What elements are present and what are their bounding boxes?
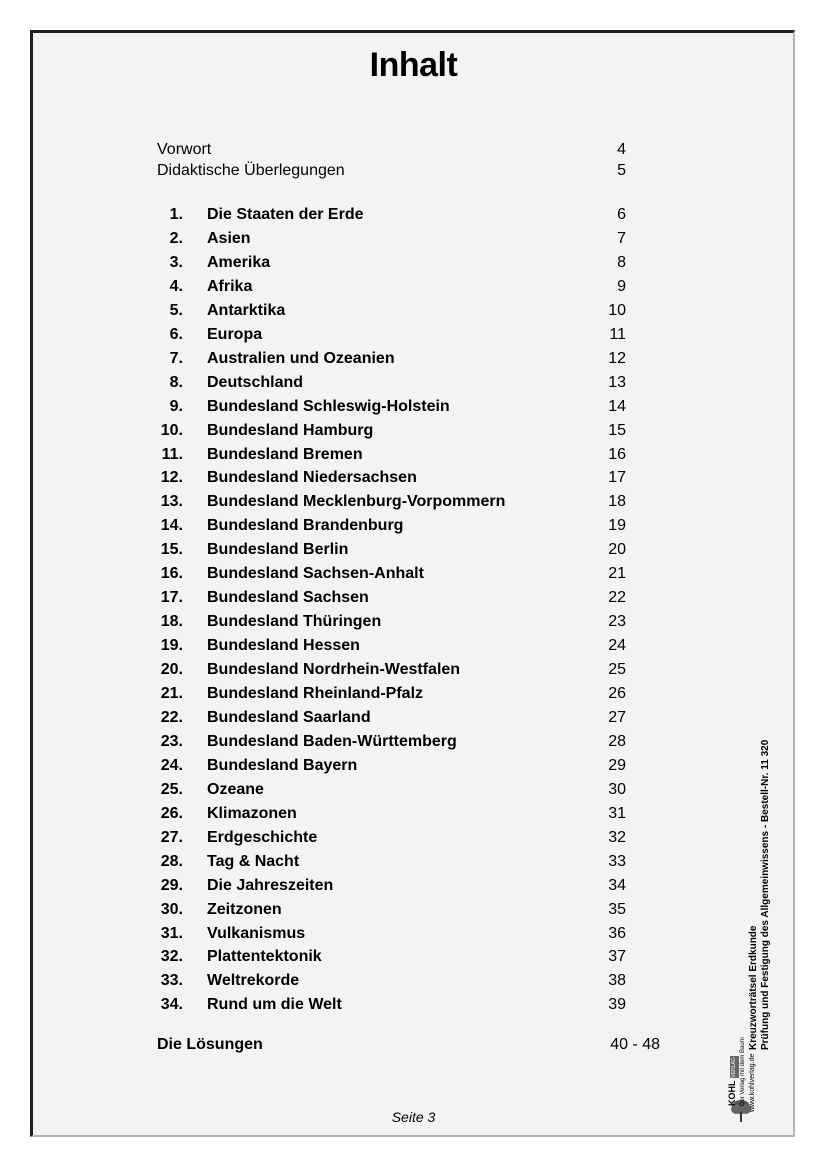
publisher-url: www.kohlverlag.de <box>749 1053 756 1112</box>
side-publication-info <box>748 730 788 1050</box>
toc-chapter-number: 29. <box>160 877 183 894</box>
toc-entry-label: Bundesland Sachsen-Anhalt <box>207 565 424 582</box>
toc-chapter-row <box>0 443 827 467</box>
toc-entry-page: 15 <box>608 422 626 439</box>
toc-chapter-number: 2. <box>169 230 183 247</box>
toc-chapter-row <box>0 371 827 395</box>
toc-entry-label: Bundesland Schleswig-Holstein <box>207 398 450 415</box>
toc-entry-page: 11 <box>609 326 626 343</box>
toc-entry-label: Bundesland Mecklenburg-Vorpommern <box>207 493 506 510</box>
toc-entry-label: Die Staaten der Erde <box>207 206 364 223</box>
toc-chapter-row <box>0 993 827 1017</box>
toc-entry-page: 10 <box>608 302 626 319</box>
toc-entry-label: Vulkanismus <box>207 925 306 942</box>
toc-entry-label: Bundesland Sachsen <box>207 589 369 606</box>
toc-entry-page: 29 <box>608 757 626 774</box>
toc-entry-page: 7 <box>617 230 626 247</box>
toc-entry-page: 23 <box>608 613 626 630</box>
toc-entry-label: Die Lösungen <box>157 1036 263 1053</box>
toc-chapter-number: 8. <box>169 374 183 391</box>
toc-chapter-number: 23. <box>160 733 183 750</box>
toc-chapter-row <box>0 969 827 993</box>
toc-entry-label: Bundesland Niedersachsen <box>207 469 417 486</box>
toc-entry-page: 31 <box>608 805 626 822</box>
toc-chapter-number: 30. <box>160 901 183 918</box>
toc-entry-label: Bundesland Baden-Württemberg <box>207 733 457 750</box>
toc-entry-page: 12 <box>608 350 626 367</box>
toc-chapter-number: 21. <box>160 685 183 702</box>
toc-entry-label: Die Jahreszeiten <box>207 877 334 894</box>
toc-entry-page: 37 <box>608 948 626 965</box>
toc-entry-page: 39 <box>608 996 626 1013</box>
toc-chapter-row <box>0 802 827 826</box>
toc-entry-page: 22 <box>608 589 626 606</box>
toc-chapter-number: 22. <box>160 709 183 726</box>
toc-entry-page: 27 <box>608 709 626 726</box>
toc-chapter-number: 6. <box>169 326 183 343</box>
toc-entry-label: Plattentektonik <box>207 948 322 965</box>
toc-entry-page: 30 <box>608 781 626 798</box>
toc-chapter-number: 28. <box>160 853 183 870</box>
toc-chapter-row <box>0 466 827 490</box>
toc-entry-page: 21 <box>608 565 626 582</box>
toc-chapter-number: 26. <box>160 805 183 822</box>
toc-chapter-row <box>0 299 827 323</box>
toc-chapter-row <box>0 754 827 778</box>
toc-entry-label: Bundesland Nordrhein-Westfalen <box>207 661 461 678</box>
toc-entry-page: 26 <box>608 685 626 702</box>
toc-entry-label: Erdgeschichte <box>207 829 318 846</box>
toc-entry-label: Vorwort <box>157 141 212 158</box>
toc-entry-label: Bundesland Brandenburg <box>207 517 404 534</box>
toc-entry-label: Amerika <box>207 254 271 271</box>
toc-chapter-number: 24. <box>160 757 183 774</box>
toc-chapter-number: 3. <box>169 254 183 271</box>
toc-chapter-row <box>0 562 827 586</box>
toc-chapter-number: 15. <box>160 541 183 558</box>
toc-chapter-row <box>0 778 827 802</box>
toc-entry-label: Bundesland Hessen <box>207 637 360 654</box>
toc-chapter-row <box>0 538 827 562</box>
toc-chapter-number: 17. <box>160 589 183 606</box>
toc-chapter-row <box>0 922 827 946</box>
toc-entry-page: 36 <box>608 925 626 942</box>
toc-chapter-row <box>0 706 827 730</box>
toc-solutions-row <box>0 1033 827 1057</box>
toc-chapter-number: 14. <box>160 517 183 534</box>
logo-brand-sub: VERLAG <box>731 1057 737 1078</box>
toc-entry-label: Tag & Nacht <box>207 853 300 870</box>
toc-entry-page: 20 <box>608 541 626 558</box>
toc-entry-page: 34 <box>608 877 626 894</box>
toc-entry-page: 17 <box>608 469 626 486</box>
book-subtitle-order-number: Prüfung und Festigung des Allgemeinwissens - Bestell-Nr. 11 320 <box>760 739 771 1050</box>
toc-front-matter-row <box>0 159 827 183</box>
toc-chapter-row <box>0 419 827 443</box>
logo-text <box>727 1037 786 1124</box>
toc-entry-label: Rund um die Welt <box>207 996 342 1013</box>
toc-entry-label: Bundesland Saarland <box>207 709 371 726</box>
toc-chapter-row <box>0 251 827 275</box>
toc-chapter-number: 16. <box>160 565 183 582</box>
toc-chapter-number: 10. <box>160 422 183 439</box>
toc-entry-page: 4 <box>617 141 626 158</box>
toc-chapter-row <box>0 275 827 299</box>
toc-chapter-row <box>0 227 827 251</box>
toc-chapter-number: 32. <box>160 948 183 965</box>
toc-entry-label: Antarktika <box>207 302 286 319</box>
logo-brand: KOHL <box>727 1080 737 1106</box>
toc-entry-page: 6 <box>617 206 626 223</box>
toc-chapter-number: 4. <box>169 278 183 295</box>
toc-entry-page: 33 <box>608 853 626 870</box>
toc-chapter-row <box>0 323 827 347</box>
toc-chapter-number: 1. <box>169 206 183 223</box>
toc-entry-label: Bundesland Rheinland-Pfalz <box>207 685 424 702</box>
toc-chapter-number: 11. <box>161 446 183 463</box>
toc-chapter-number: 19. <box>160 637 183 654</box>
toc-chapter-row <box>0 610 827 634</box>
toc-entry-page: 16 <box>608 446 626 463</box>
toc-chapter-number: 7. <box>169 350 183 367</box>
toc-chapter-row <box>0 490 827 514</box>
toc-chapter-number: 18. <box>160 613 183 630</box>
toc-chapter-row <box>0 203 827 227</box>
page-title: Inhalt <box>369 46 458 84</box>
toc-entry-label: Weltrekorde <box>207 972 300 989</box>
toc-chapter-row <box>0 514 827 538</box>
toc-chapter-row <box>0 634 827 658</box>
toc-chapter-number: 25. <box>160 781 183 798</box>
toc-entry-label: Europa <box>207 326 263 343</box>
toc-entry-page: 18 <box>608 493 626 510</box>
toc-entry-page: 35 <box>608 901 626 918</box>
book-title: Kreuzworträtsel Erdkunde <box>748 925 759 1050</box>
toc-chapter-number: 31. <box>160 925 183 942</box>
toc-entry-label: Asien <box>207 230 251 247</box>
toc-entry-label: Afrika <box>207 278 253 295</box>
page-number: Seite 3 <box>391 1109 436 1125</box>
toc-chapter-number: 27. <box>160 829 183 846</box>
toc-entry-page: 25 <box>608 661 626 678</box>
toc-entry-label: Bundesland Berlin <box>207 541 349 558</box>
toc-entry-page: 5 <box>617 162 626 179</box>
logo-tagline: Der Verlag mit dem Baum <box>740 1037 746 1106</box>
toc-entry-label: Klimazonen <box>207 805 297 822</box>
toc-chapter-row <box>0 682 827 706</box>
toc-chapter-row <box>0 826 827 850</box>
toc-entry-page: 32 <box>608 829 626 846</box>
toc-entry-label: Didaktische Überlegungen <box>157 162 345 179</box>
toc-entry-label: Bundesland Bayern <box>207 757 358 774</box>
toc-chapter-row <box>0 586 827 610</box>
publisher-logo <box>727 1037 786 1124</box>
toc-entry-page: 13 <box>608 374 626 391</box>
toc-entry-page: 24 <box>608 637 626 654</box>
toc-chapter-row <box>0 850 827 874</box>
toc-chapter-number: 13. <box>160 493 183 510</box>
toc-chapter-row <box>0 898 827 922</box>
toc-chapter-row <box>0 874 827 898</box>
toc-entry-label: Ozeane <box>207 781 264 798</box>
toc-entry-page: 8 <box>617 254 626 271</box>
toc-entry-label: Bundesland Hamburg <box>207 422 374 439</box>
toc-chapter-number: 33. <box>160 972 183 989</box>
toc-entry-label: Bundesland Thüringen <box>207 613 382 630</box>
toc-entry-page: 28 <box>608 733 626 750</box>
toc-chapter-row <box>0 730 827 754</box>
toc-entry-page: 40 - 48 <box>610 1036 660 1053</box>
toc-chapter-number: 5. <box>169 302 183 319</box>
toc-entry-page: 9 <box>617 278 626 295</box>
toc-chapter-row <box>0 347 827 371</box>
toc-chapter-number: 34. <box>160 996 183 1013</box>
toc-chapter-row <box>0 945 827 969</box>
toc-entry-page: 14 <box>608 398 626 415</box>
toc-chapter-number: 12. <box>160 469 183 486</box>
toc-chapter-number: 9. <box>169 398 183 415</box>
toc-chapter-row <box>0 395 827 419</box>
toc-chapter-row <box>0 658 827 682</box>
toc-entry-page: 38 <box>608 972 626 989</box>
toc-entry-page: 19 <box>608 517 626 534</box>
toc-chapter-number: 20. <box>160 661 183 678</box>
toc-entry-label: Zeitzonen <box>207 901 282 918</box>
toc-entry-label: Bundesland Bremen <box>207 446 363 463</box>
toc-entry-label: Australien und Ozeanien <box>207 350 395 367</box>
toc-entry-label: Deutschland <box>207 374 304 391</box>
